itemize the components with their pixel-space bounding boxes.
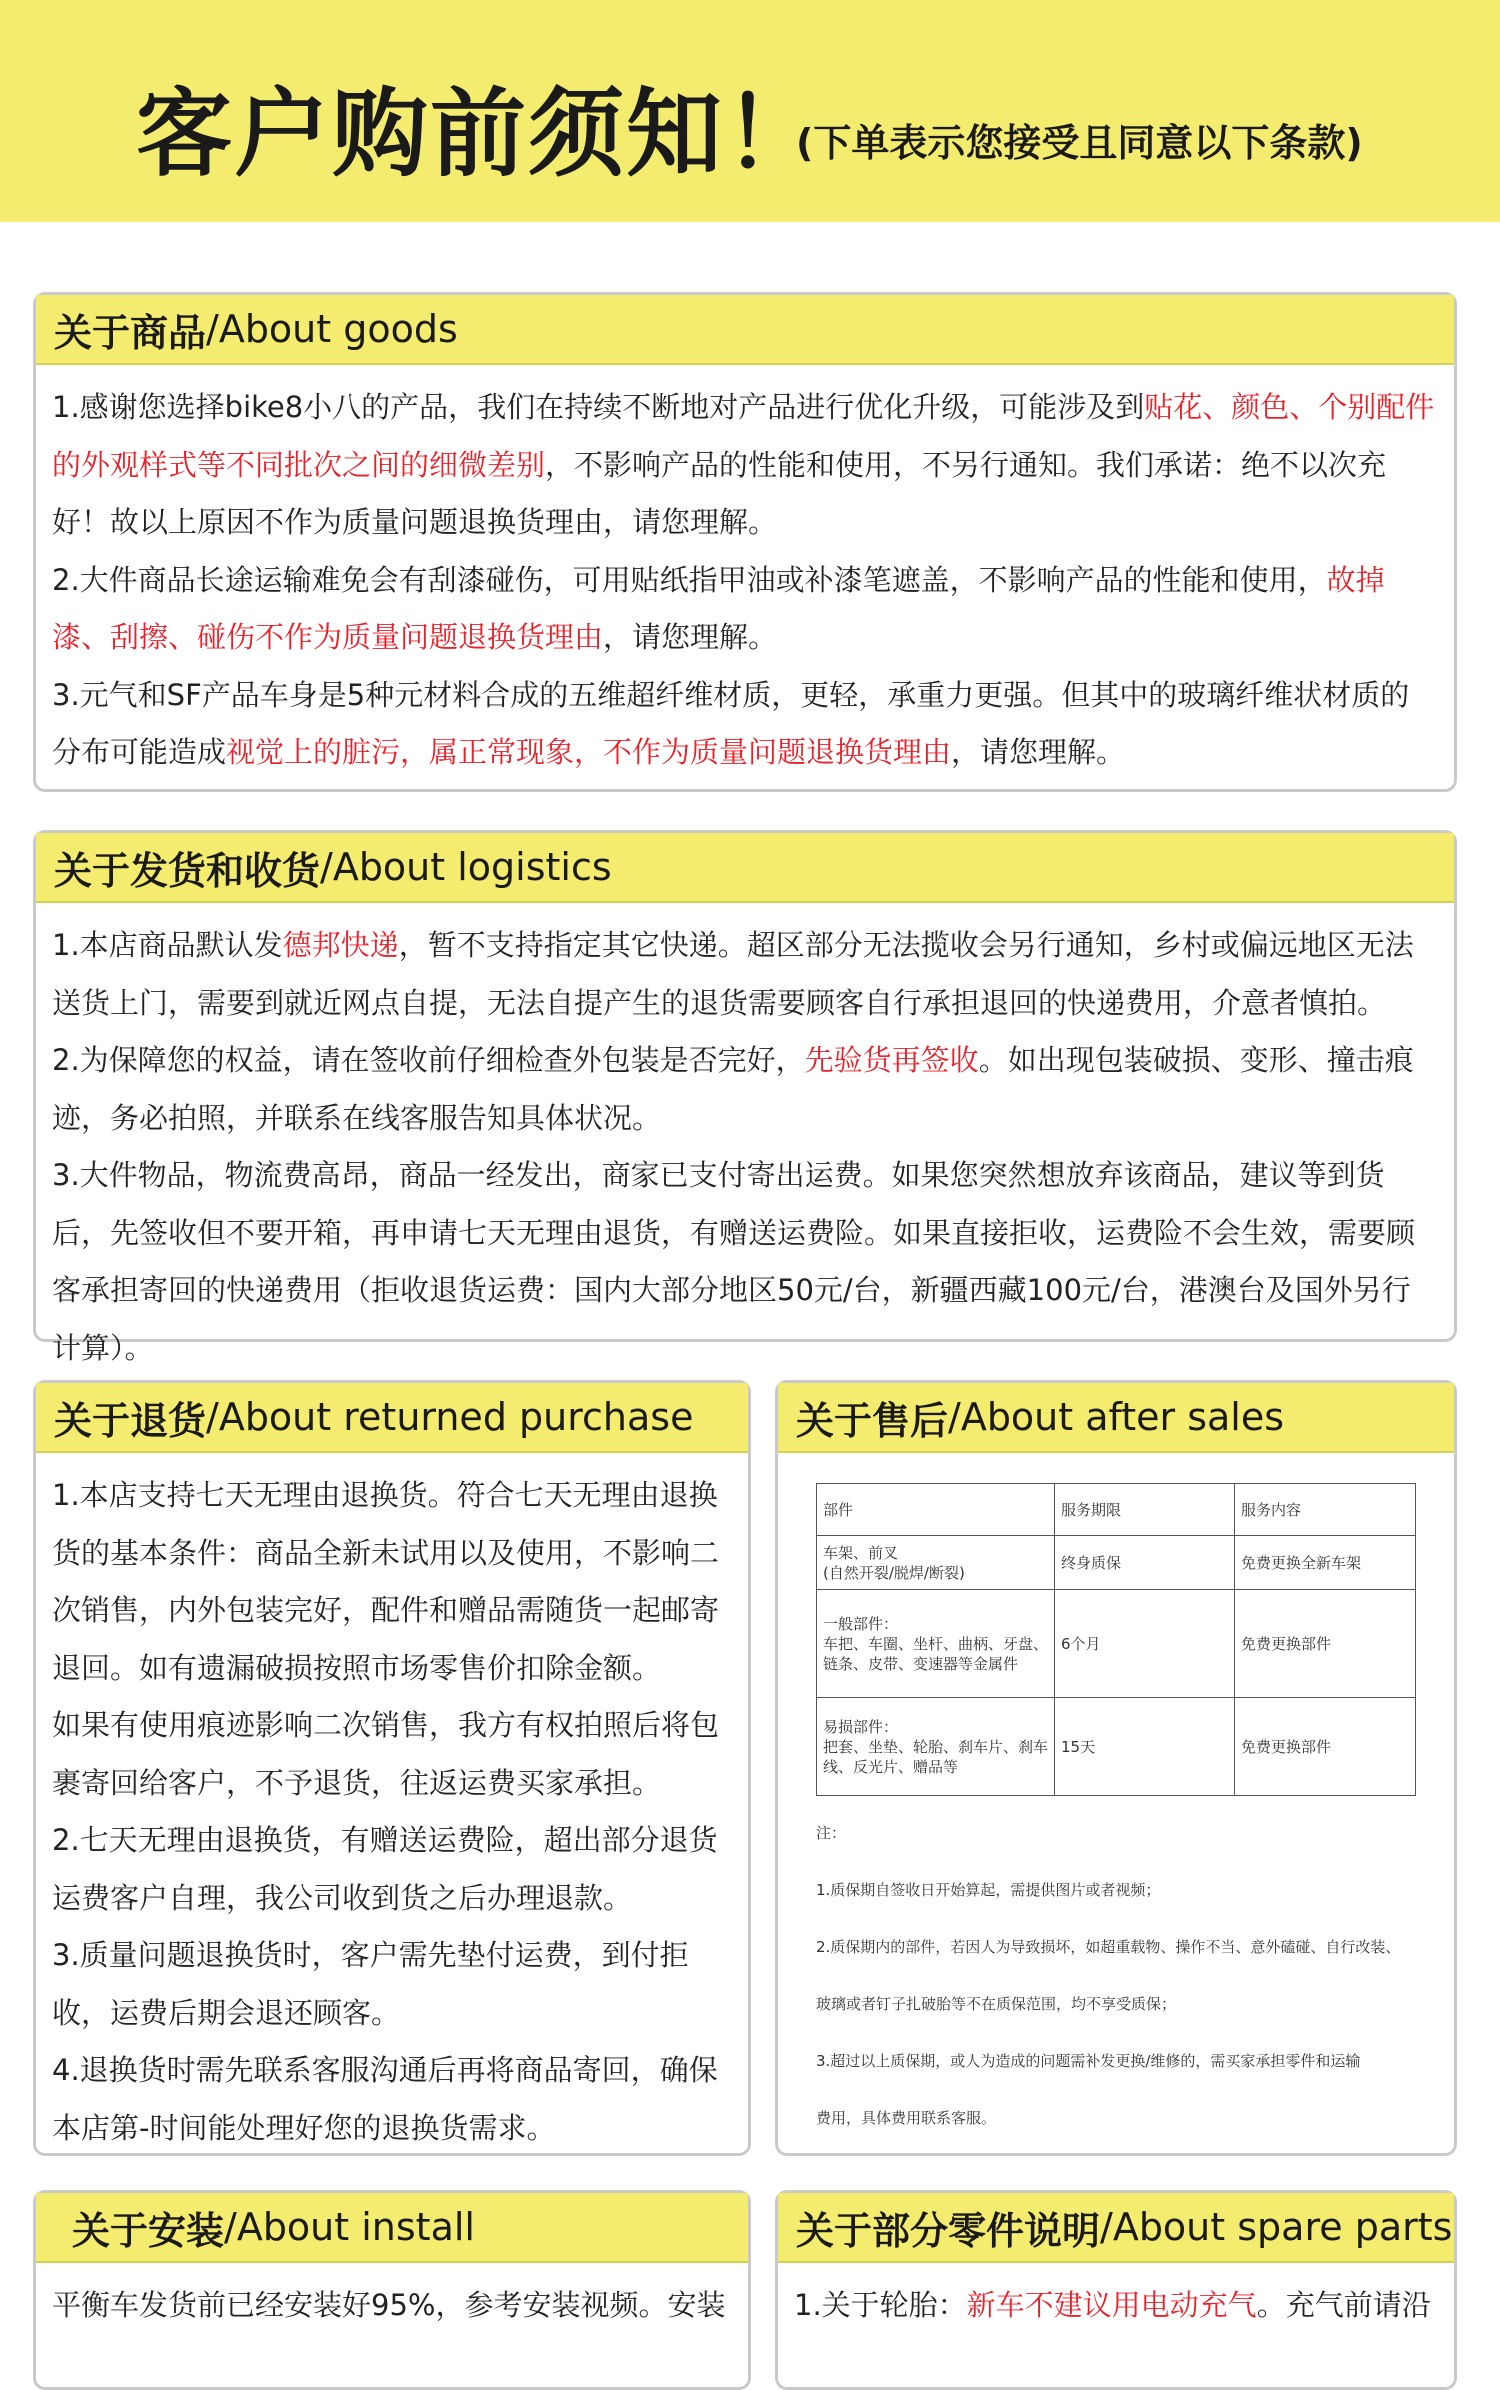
goods-p3-highlight: 视觉上的脏污，属正常现象，不作为质量问题退换货理由 [226, 735, 952, 769]
note-line-5: 费用，具体费用联系客服。 [816, 2109, 997, 2127]
warranty-cell-service: 免费更换全新车架 [1235, 1536, 1416, 1590]
section-logistics-header [36, 833, 1454, 903]
section-aftersales-title-en: /About after sales [948, 1395, 1285, 1439]
section-parts-title-zh: 关于部分零件说明 [796, 2208, 1101, 2253]
section-returns-body [36, 1453, 748, 2157]
warranty-notes [816, 1823, 1426, 2165]
goods-p3-text-end: ，请您理解。 [951, 735, 1126, 769]
returns-paragraph-2: 2.七天无理由退换货，有赠送运费险，超出部分退货运费客户自理，我公司收到货之后办理退款。 [52, 1823, 718, 1915]
goods-p1-text-end: ，不影响产品的性能和使用，不另行通知。我们承诺：绝不以次充好！故以上原因不作为质量问题退换货理由，请您理解。 [52, 447, 1387, 539]
section-install-title-zh: 关于安装 [72, 2208, 225, 2253]
section-aftersales [775, 1380, 1457, 2156]
logistics-paragraph-3: 3.大件物品，物流费高昂，商品一经发出，商家已支付寄出运费。如果您突然想放弃该商品，建议等到货后，先签收但不要开箱，再申请七天无理由退货，有赠送运费险。如果直接拒收，运费险不会生效，需要顾客承担寄回的快递费用（拒收退货运费：国内大部分地区50元/台，新疆西藏100元/台，港澳台及国外另行计算）。 [52, 1158, 1416, 1365]
section-goods-title-en: /About goods [206, 307, 458, 351]
section-aftersales-title-zh: 关于售后 [796, 1398, 949, 1443]
goods-p2-text: 2.大件商品长途运输难免会有刮漆碰伤，可用贴纸指甲油或补漆笔遮盖，不影响产品的性能和使用， [52, 562, 1327, 597]
goods-paragraph-2 [52, 552, 1438, 667]
goods-p3-text: 3.元气和SF产品车身是5种元材料合成的五维超纤维材质，更轻，承重力更强。但其中的玻璃纤维状材质的分布可能造成 [52, 677, 1410, 769]
warranty-cell-service: 免费更换部件 [1235, 1698, 1416, 1796]
logistics-p1-text: 1.本店商品默认发 [52, 928, 283, 962]
section-goods [33, 292, 1457, 792]
parts-paragraph-1 [794, 2277, 1438, 2335]
logistics-p1-text-end: ，暂不支持指定其它快递。超区部分无法揽收会另行通知，乡村或偏远地区无法送货上门，需要到就近网点自提，无法自提产生的退货需要顾客自行承担退回的快递费用，介意者慎拍。 [52, 928, 1414, 1020]
section-install-header [36, 2193, 748, 2263]
section-returns-title-zh: 关于退货 [54, 1398, 207, 1443]
page-subtitle: (下单表示您接受且同意以下条款) [796, 121, 1363, 165]
returns-paragraph-1: 1.本店支持七天无理由退换货。符合七天无理由退换货的基本条件：商品全新未试用以及使用，不影响二次销售，内外包装完好，配件和赠品需随货一起邮寄退回。如有遗漏破损按照市场零售价扣除金额。 [52, 1478, 720, 1685]
logistics-paragraph-2 [52, 1032, 1438, 1147]
section-goods-title-zh: 关于商品 [54, 310, 207, 355]
goods-paragraph-1 [52, 379, 1438, 552]
note-line-2: 2.质保期内的部件，若因人为导致损坏，如超重载物、操作不当、意外磕碰、自行改装、 [816, 1938, 1401, 1956]
section-returns [33, 1380, 751, 2156]
section-aftersales-header [778, 1383, 1454, 1453]
page-title: 客户购前须知！ [136, 78, 822, 190]
warranty-cell-period: 6个月 [1055, 1590, 1235, 1698]
note-line-1: 1.质保期自签收日开始算起，需提供图片或者视频； [816, 1881, 1161, 1899]
section-returns-title-en: /About returned purchase [206, 1395, 694, 1439]
warranty-table-header [817, 1484, 1416, 1536]
warranty-cell-part: 一般部件： 车把、车圈、坐杆、曲柄、牙盘、链条、皮带、变速器等金属件 [817, 1590, 1055, 1698]
warranty-cell-part: 易损部件： 把套、坐垫、轮胎、刹车片、刹车线、反光片、赠品等 [817, 1698, 1055, 1796]
returns-paragraph-4: 4.退换货时需先联系客服沟通后再将商品寄回，确保本店第-时间能处理好您的退换货需求。 [52, 2053, 718, 2145]
warranty-cell-part: 车架、前叉 (自然开裂/脱焊/断裂) [817, 1536, 1055, 1590]
goods-p2-highlight: 故掉漆、刮擦、碰伤不作为质量问题退换货理由 [52, 562, 1385, 654]
header-banner [0, 0, 1500, 222]
section-logistics [33, 830, 1457, 1365]
section-logistics-title-en: /About logistics [320, 845, 612, 889]
goods-p1-highlight: 贴花、颜色、个别配件的外观样式等不同批次之间的细微差别 [52, 390, 1435, 482]
parts-p1-text-end: 。充气前请沿 [1256, 2288, 1431, 2322]
logistics-p2-text-end: 。如出现包装破损、变形、撞击痕迹，务必拍照，并联系在线客服告知具体状况。 [52, 1043, 1414, 1135]
section-install-title-en: /About install [224, 2205, 475, 2249]
note-line-3: 玻璃或者钉子扎破胎等不在质保范围，均不享受质保； [816, 1995, 1177, 2013]
note-label: 注： [816, 1824, 847, 1842]
table-row [817, 1536, 1416, 1590]
section-parts-title-en: /About spare parts [1100, 2205, 1453, 2249]
section-logistics-title-zh: 关于发货和收货 [54, 848, 321, 893]
logistics-paragraph-1 [52, 917, 1438, 1032]
logistics-p2-text: 2.为保障您的权益，请在签收前仔细检查外包装是否完好， [52, 1043, 805, 1077]
table-row [817, 1698, 1416, 1796]
section-returns-header [36, 1383, 748, 1453]
warranty-cell-period: 终身质保 [1055, 1536, 1235, 1590]
section-install-body [36, 2263, 748, 2335]
logistics-p2-highlight: 先验货再签收 [804, 1043, 979, 1077]
section-parts-body [778, 2263, 1454, 2335]
goods-p2-text-end: ，请您理解。 [603, 620, 778, 654]
logistics-p1-highlight: 德邦快递 [282, 928, 399, 962]
warranty-cell-service: 免费更换部件 [1235, 1590, 1416, 1698]
warranty-header-period: 服务期限 [1055, 1484, 1235, 1536]
returns-paragraph-3: 3.质量问题退换货时，客户需先垫付运费，到付拒收，运费后期会退还顾客。 [52, 1938, 689, 2030]
parts-p1-highlight: 新车不建议用电动充气 [966, 2288, 1257, 2322]
section-goods-body [36, 365, 1454, 782]
section-install [33, 2190, 751, 2390]
parts-p1-text: 1.关于轮胎： [794, 2288, 967, 2322]
warranty-cell-period: 15天 [1055, 1698, 1235, 1796]
note-line-4: 3.超过以上质保期，或人为造成的问题需补发更换/维修的，需买家承担零件和运输 [816, 2052, 1361, 2070]
table-row [817, 1590, 1416, 1698]
warranty-header-service: 服务内容 [1235, 1484, 1416, 1536]
returns-paragraph-1b: 如果有使用痕迹影响二次销售，我方有权拍照后将包裹寄回给客户，不予退货，往返运费买家承担。 [52, 1708, 720, 1800]
section-logistics-body [36, 903, 1454, 1377]
warranty-header-part: 部件 [817, 1484, 1055, 1536]
goods-paragraph-3 [52, 667, 1438, 782]
section-parts-header [778, 2193, 1454, 2263]
section-parts [775, 2190, 1457, 2390]
section-goods-header [36, 295, 1454, 365]
warranty-table [816, 1483, 1416, 1796]
goods-p1-text: 1.感谢您选择bike8小八的产品，我们在持续不断地对产品进行优化升级，可能涉及到 [52, 390, 1145, 424]
install-paragraph-1: 平衡车发货前已经安装好95%，参考安装视频。安装 [52, 2288, 726, 2322]
